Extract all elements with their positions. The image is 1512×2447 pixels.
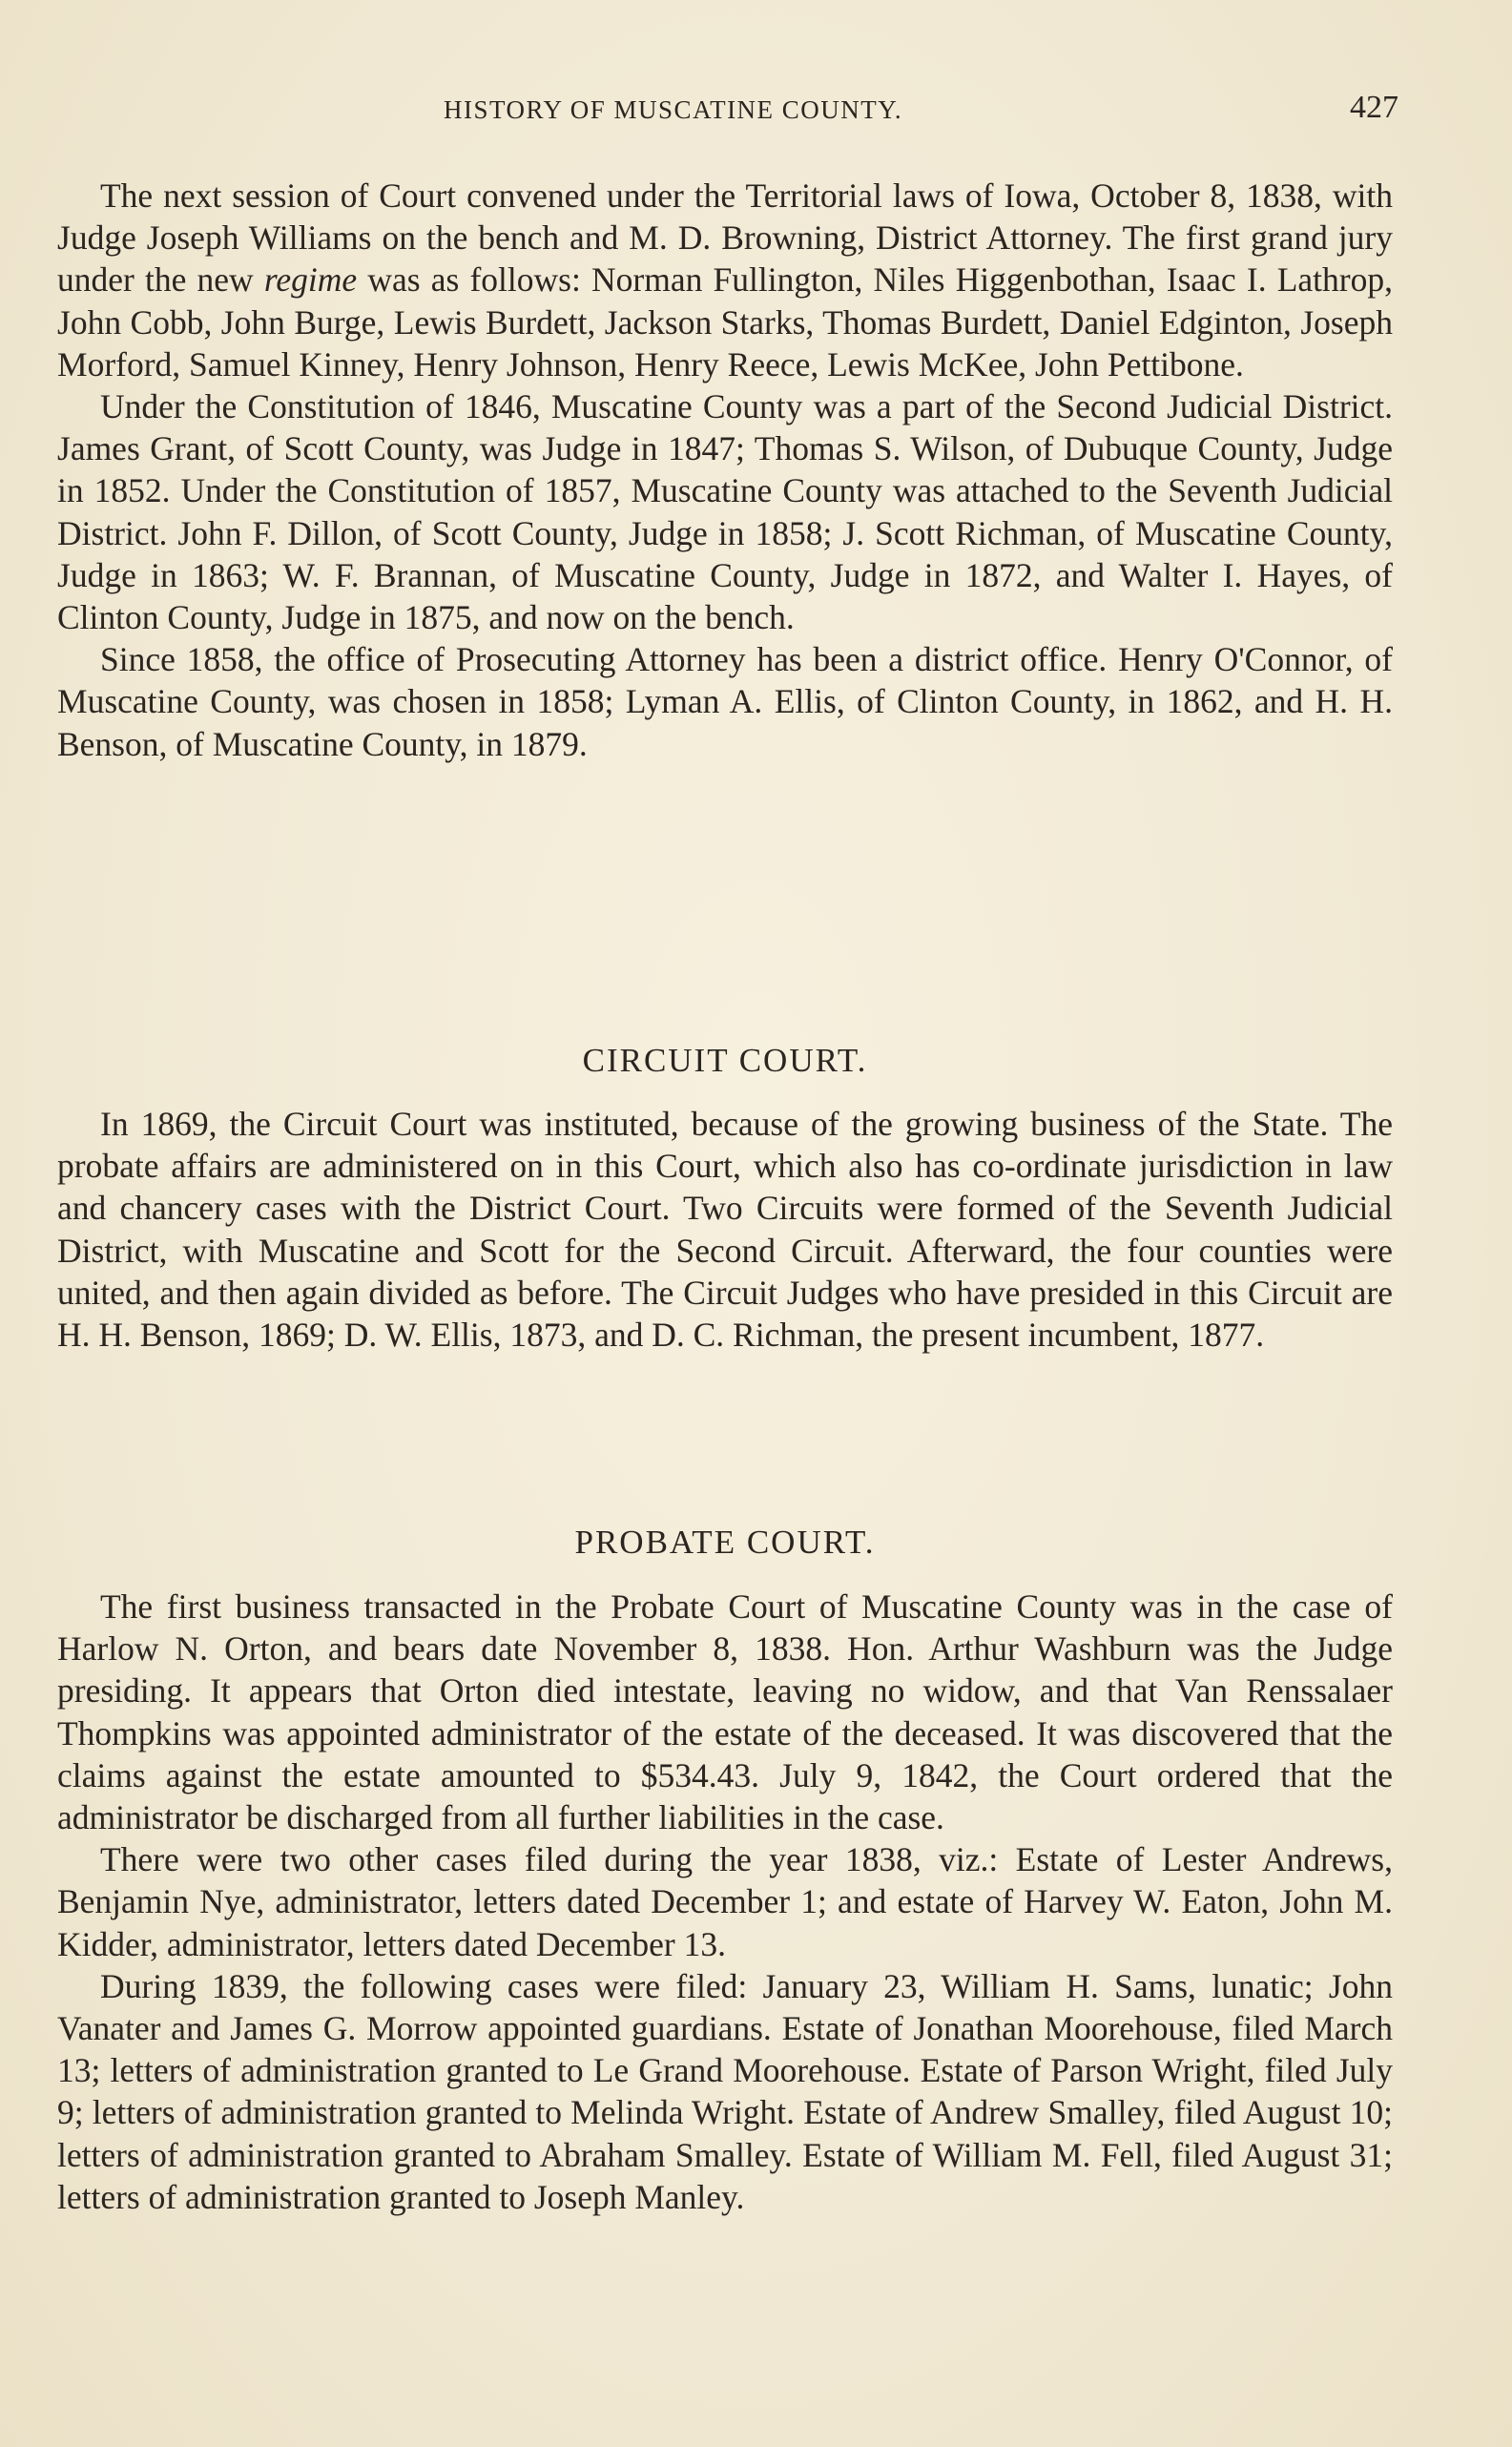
paragraph-circuit-court: In 1869, the Circuit Court was instituted, because of the growing business of the State. The probate affairs are administered on in this Court, which also has co-ordinate jurisdiction in law and chancery cases with the District Court. Two Circuits were formed of the Seventh Judicial District, with Muscatine and Scott for the Second Circuit. Afterward, the four counties were united, and then again divided as before. The Circuit Judges who have presided in this Circuit are H. H. Benson, 1869; D. W. Ellis, 1873, and D. C. Richman, the present incumbent, 1877. — [57, 1105, 1393, 1355]
running-head — [57, 90, 1398, 134]
paragraph-first-probate-case: The first business transacted in the Probate Court of Muscatine County was in the case of Harlow N. Orton, and bears date November 8, 1838. Hon. Arthur Washburn was the Judge presiding. It appears that Orton died intestate, leaving no widow, and that Van Renssalaer Thompkins was appointed administrator of the estate of the deceased. It was discovered that the claims against the estate amounted to $534.43. July 9, 1842, the Court ordered that the administrator be discharged from all further liabilities in the case. — [57, 1587, 1393, 1837]
page-number: 427 — [1350, 90, 1398, 125]
paragraph-text: was as follows: Norman Fullington, Niles Higgenbothan, Isaac I. Lathrop, John Cobb, John Burge, Lewis Burdett, Jackson Starks, Thomas Burdett, Daniel Edginton, Joseph Morford, Samuel Kinney, Henry Johnson, Henry Reece, Lewis McKee, John Pettibone. — [57, 260, 1393, 384]
paragraph-prosecuting-attorney: Since 1858, the office of Prosecuting Attorney has been a district office. Henry O'Connor, of Muscatine County, was chosen in 1858; Lyman A. Ellis, of Clinton County, in 1862, and H. H. Benson, of Muscatine County, in 1879. — [57, 640, 1393, 763]
paragraph-text: The next session of Court convened under the Territorial laws of Iowa, October 8, 1838, with Judge Joseph Williams on the bench and M. D. Browning, District Attorney. The first grand jury under the new — [57, 176, 1393, 300]
circuit-court-heading: CIRCUIT COURT. — [582, 1042, 868, 1079]
italic-term: regime — [263, 260, 358, 300]
running-title: HISTORY OF MUSCATINE COUNTY. — [444, 95, 903, 124]
probate-court-text — [57, 1586, 1393, 2218]
paragraph-1839-cases: During 1839, the following cases were filed: January 23, William H. Sams, lunatic; John Vanater and James G. Morrow appointed guardians. Estate of Jonathan Moorehouse, filed March 13; letters of administration granted to Le Grand Moorehouse. Estate of Parson Wright, filed July 9; letters of administration granted to Melinda Wright. Estate of Andrew Smalley, filed August 10; letters of administration granted to Abraham Smalley. Estate of William M. Fell, filed August 31; letters of administration granted to Joseph Manley. — [57, 1966, 1393, 2216]
paragraph-grand-jury — [57, 175, 1393, 385]
district-court-text — [57, 175, 1393, 765]
circuit-court-text — [57, 1103, 1393, 1356]
paragraph-1838-cases: There were two other cases filed during the year 1838, viz.: Estate of Lester Andrews, Benjamin Nye, administrator, letters dated December 1; and estate of Harvey W. Eaton, John M. Kidder, administrator, letters dated December 13. — [57, 1840, 1393, 1963]
paragraph-judges: Under the Constitution of 1846, Muscatine County was a part of the Second Judicial District. James Grant, of Scott County, was Judge in 1847; Thomas S. Wilson, of Dubuque County, Judge in 1852. Under the Constitution of 1857, Muscatine County was attached to the Seventh Judicial District. John F. Dillon, of Scott County, Judge in 1858; J. Scott Richman, of Muscatine County, Judge in 1863; W. F. Brannan, of Muscatine County, Judge in 1872, and Walter I. Hayes, of Clinton County, Judge in 1875, and now on the bench. — [57, 387, 1393, 637]
probate-court-heading: PROBATE COURT. — [574, 1524, 876, 1561]
